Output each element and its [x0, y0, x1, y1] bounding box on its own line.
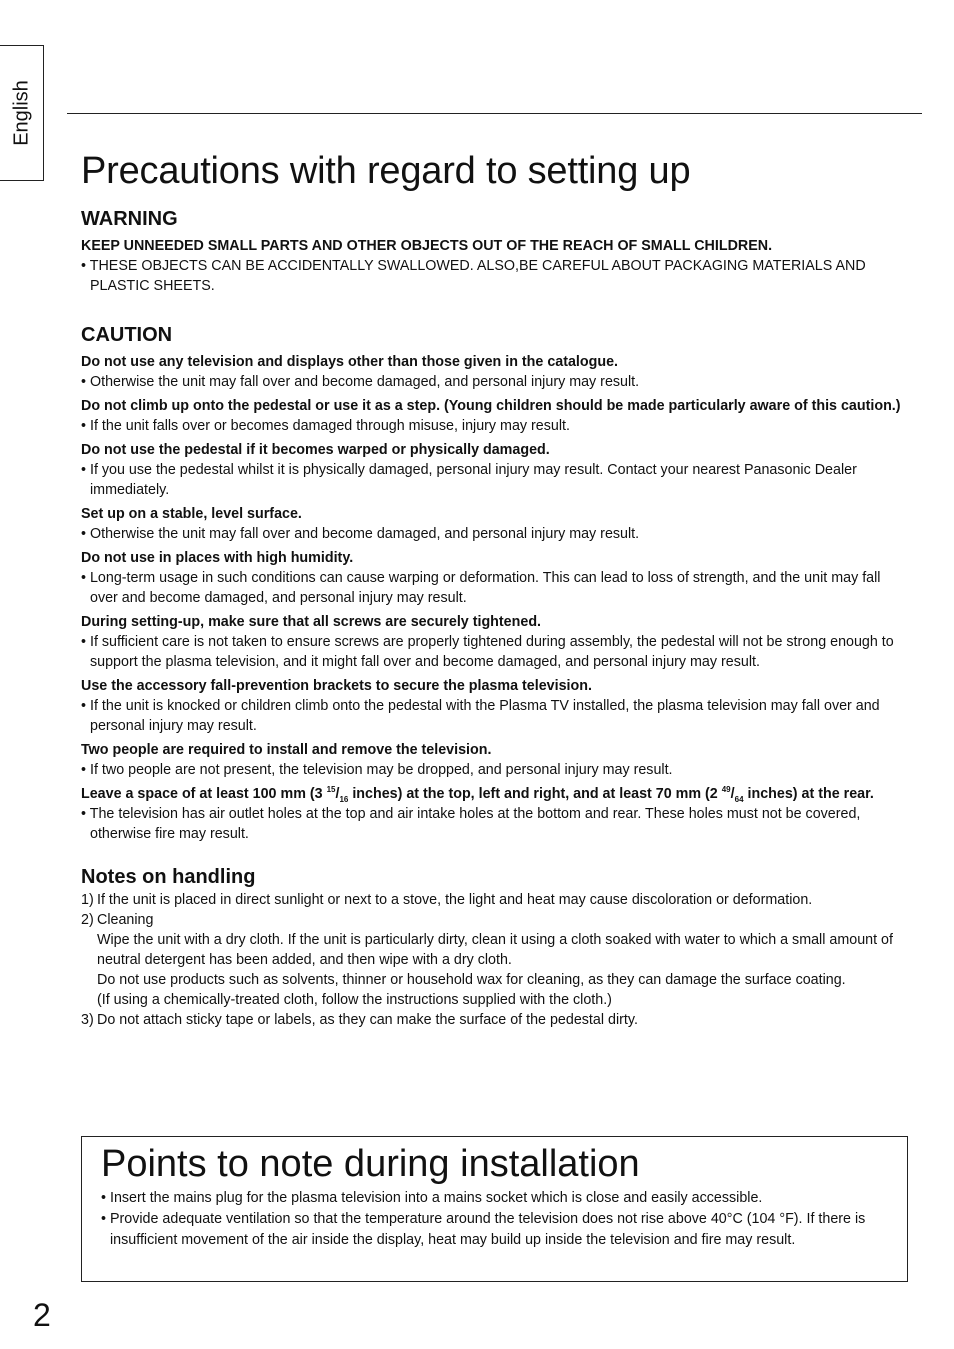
caution-heading: CAUTION [81, 324, 173, 346]
caution-bullet: • If you use the pedestal whilst it is physically damaged, personal injury may result. Contact your nearest Panasonic Dealer immediately. [81, 462, 857, 498]
installation-bullet: • Insert the mains plug for the plasma television into a mains socket which is close and easily accessible. [101, 1190, 763, 1206]
caution-item [81, 352, 903, 392]
caution-item [81, 612, 903, 672]
header-rule [67, 113, 922, 114]
caution-statement: Do not use any television and displays other than those given in the catalogue. [81, 354, 619, 370]
caution-bullet: • The television has air outlet holes at the top and air intake holes at the bottom and rear. These holes must not be covered, otherwise fire may result. [81, 806, 861, 842]
caution-statement: Do not use in places with high humidity. [81, 550, 354, 566]
caution-item [81, 740, 903, 780]
caution-item [81, 440, 903, 500]
installation-title: Points to note during installation [101, 1143, 640, 1185]
caution-bullet: • Long-term usage in such conditions can cause warping or deformation. This can lead to loss of strength, and the unit may fall over and become damaged, and personal injury may result. [81, 570, 881, 606]
caution-bullet: • If two people are not present, the television may be dropped, and personal injury may result. [81, 762, 673, 778]
caution-item [81, 504, 903, 544]
warning-heading: WARNING [81, 208, 178, 230]
notes-list [81, 890, 903, 1030]
page-number: 2 [33, 1297, 51, 1333]
installation-bullet: • Provide adequate ventilation so that the temperature around the television does not rise above 40°C (104 °F). If there is insufficient movement of the air inside the display, heat may build up inside the television and fire may result. [101, 1211, 866, 1248]
caution-bullet: • If sufficient care is not taken to ensure screws are properly tightened during assembly, the pedestal will not be strong enough to support the plasma television, and it might fall over and become damaged, and personal injury may result. [81, 634, 894, 670]
main-content [81, 206, 903, 1030]
caution-item [81, 548, 903, 608]
caution-statement: Set up on a stable, level surface. [81, 506, 302, 522]
installation-list [101, 1188, 896, 1251]
caution-statement: Do not use the pedestal if it becomes warped or physically damaged. [81, 442, 550, 458]
language-tab [0, 45, 44, 181]
caution-statement: Leave a space of at least 100 mm (3 $^{15}/_{16}$ inches) at the top, left and right, and at least 70 mm (2 $^{49}/_{64}$ inches) at the rear. [81, 785, 874, 804]
caution-bullet: • Otherwise the unit may fall over and become damaged, and personal injury may result. [81, 526, 640, 542]
caution-item [81, 396, 903, 436]
caution-bullet: • If the unit falls over or becomes damaged through misuse, injury may result. [81, 418, 570, 434]
warning-statement: KEEP UNNEEDED SMALL PARTS AND OTHER OBJECTS OUT OF THE REACH OF SMALL CHILDREN. [81, 238, 773, 254]
caution-item-clearance [81, 784, 903, 844]
caution-statement: Do not climb up onto the pedestal or use it as a step. (Young children should be made particularly aware of this caution.) [81, 398, 901, 414]
language-label: English [10, 80, 32, 146]
cleaning-paragraph: Wipe the unit with a dry cloth. If the unit is particularly dirty, clean it using a cloth soaked with water to which a small amount of neutral detergent has been added, and then wipe with a dry cloth. [97, 932, 893, 968]
notes-heading: Notes on handling [81, 866, 256, 888]
cleaning-paragraph: Do not use products such as solvents, thinner or household wax for cleaning, as they can damage the surface coating. [97, 972, 846, 988]
caution-statement: Two people are required to install and remove the television. [81, 742, 492, 758]
caution-statement: During setting-up, make sure that all screws are securely tightened. [81, 614, 542, 630]
caution-bullet: • If the unit is knocked or children climb onto the pedestal with the Plasma TV installed, the plasma television may fall over and personal injury may result. [81, 698, 880, 734]
installation-box [81, 1136, 908, 1282]
page-title: Precautions with regard to setting up [81, 150, 691, 192]
caution-statement: Use the accessory fall-prevention brackets to secure the plasma television. [81, 678, 592, 694]
warning-bullet: • THESE OBJECTS CAN BE ACCIDENTALLY SWALLOWED. ALSO,BE CAREFUL ABOUT PACKAGING MATERIALS AND PLASTIC SHEETS. [81, 258, 866, 294]
caution-bullet: • Otherwise the unit may fall over and become damaged, and personal injury may result. [81, 374, 640, 390]
caution-item [81, 676, 903, 736]
list-item: 1) If the unit is placed in direct sunlight or next to a stove, the light and heat may cause discoloration or deformation. [81, 892, 813, 908]
list-item: 3) Do not attach sticky tape or labels, as they can make the surface of the pedestal dirty. [81, 1012, 638, 1028]
list-item: 2) Cleaning [81, 912, 154, 928]
cleaning-paragraph: (If using a chemically-treated cloth, follow the instructions supplied with the cloth.) [97, 992, 612, 1008]
